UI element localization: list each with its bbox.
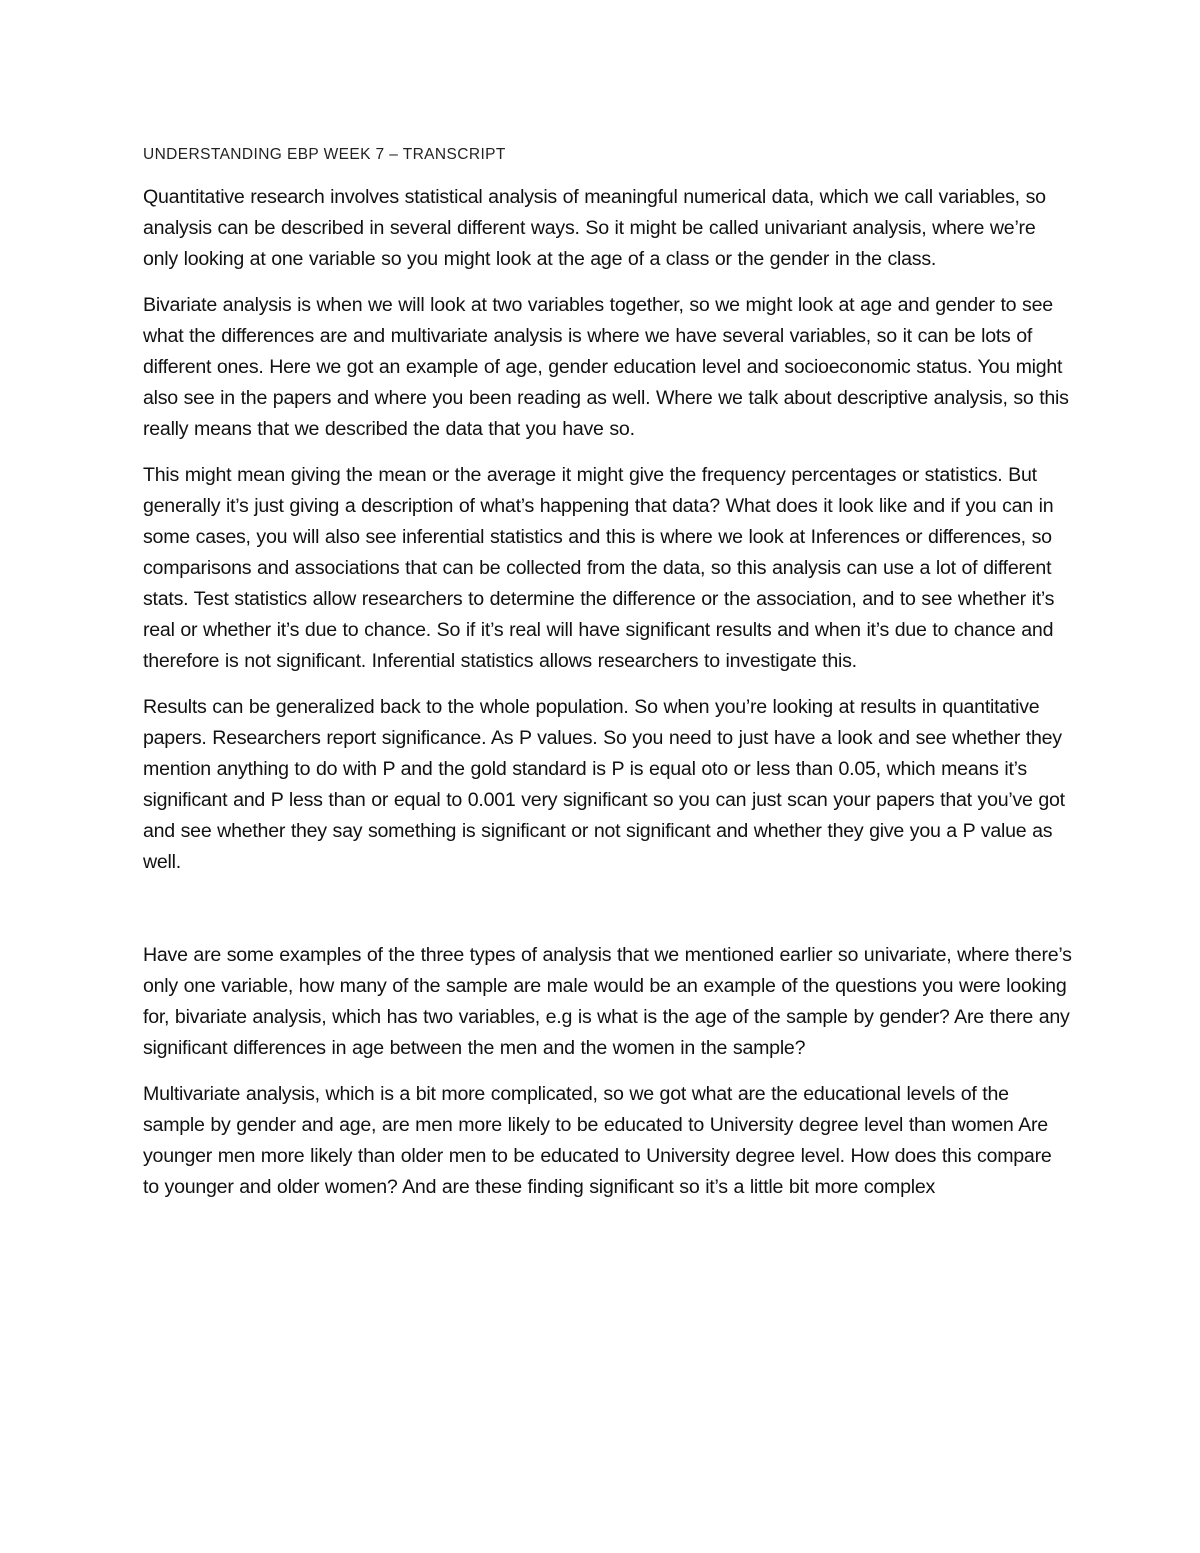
document-title: UNDERSTANDING EBP WEEK 7 – TRANSCRIPT bbox=[143, 146, 506, 163]
document-body bbox=[143, 143, 1073, 1218]
paragraph-multivariate-example: Multivariate analysis, which is a bit more complicated, so we got what are the educational levels of the sample by gender and age, are men more likely to be educated to University degree level than women Are younger men more likely than older men to be educated to University degree level. How does this compare to younger and older women? And are these finding significant so it’s a little bit more complex bbox=[143, 1083, 1052, 1198]
paragraph-examples: Have are some examples of the three types of analysis that we mentioned earlier so univariate, where there’s only one variable, how many of the sample are male would be an example of the questions you were looking for, bivariate analysis, which has two variables, e.g is what is the age of the sample by gender? Are there any significant differences in age between the men and the women in the sample? bbox=[143, 944, 1072, 1059]
paragraph-bivariate-multivariate: Bivariate analysis is when we will look at two variables together, so we might look at age and gender to see what the differences are and multivariate analysis is where we have several variables, so it can be lots of different ones. Here we got an example of age, gender education level and socioeconomic status. You might also see in the papers and where you been reading as well. Where we talk about descriptive analysis, so this really means that we described the data that you have so. bbox=[143, 294, 1069, 440]
paragraph-univariate-intro: Quantitative research involves statistical analysis of meaningful numerical data, which we call variables, so analysis can be described in several different ways. So it might be called univariant analysis, where we’re only looking at one variable so you might look at the age of a class or the gender in the class. bbox=[143, 186, 1046, 270]
paragraph-significance: Results can be generalized back to the whole population. So when you’re looking at results in quantitative papers. Researchers report significance. As P values. So you need to just have a look and see whether they mention anything to do with P and the gold standard is P is equal oto or less than 0.05, which means it’s significant and P less than or equal to 0.001 very significant so you can just scan your papers that you’ve got and see whether they say something is significant or not significant and whether they give you a P value as well. bbox=[143, 696, 1065, 873]
paragraph-descriptive-inferential: This might mean giving the mean or the average it might give the frequency percentages or statistics. But generally it’s just giving a description of what’s happening that data? What does it look like and if you can in some cases, you will also see inferential statistics and this is where we look at Inferences or differences, so comparisons and associations that can be collected from the data, so this analysis can use a lot of different stats. Test statistics allow researchers to determine the difference or the association, and to see whether it’s real or whether it’s due to chance. So if it’s real will have significant results and when it’s due to chance and therefore is not significant. Inferential statistics allows researchers to investigate this. bbox=[143, 464, 1055, 672]
